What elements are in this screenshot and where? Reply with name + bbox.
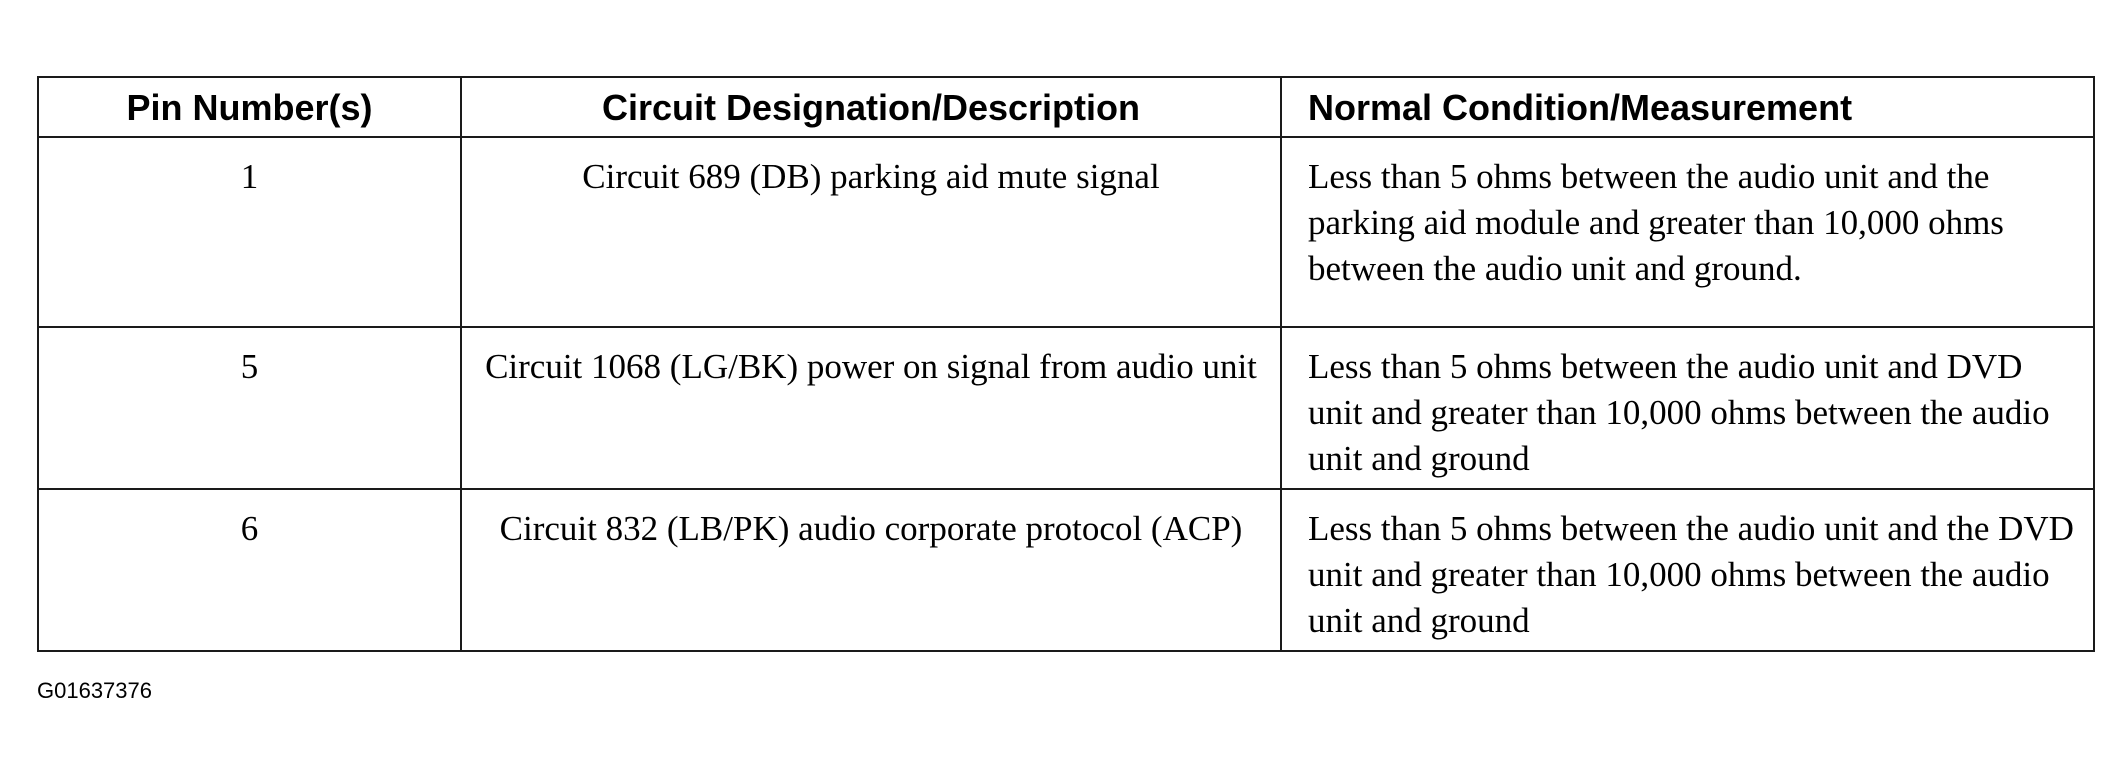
pin-number-cell: 5 (38, 327, 461, 489)
header-circuit-description: Circuit Designation/Description (461, 77, 1281, 137)
figure-id-label: G01637376 (37, 678, 152, 703)
normal-condition-cell: Less than 5 ohms between the audio unit and the parking aid module and greater than 10,000 ohms between the audio unit and ground. (1281, 137, 2094, 327)
table-header-row (38, 77, 2094, 137)
pin-number-cell: 1 (38, 137, 461, 327)
pin-measurement-table (37, 76, 2095, 652)
pin-number-cell: 6 (38, 489, 461, 651)
circuit-description-cell: Circuit 1068 (LG/BK) power on signal from audio unit (461, 327, 1281, 489)
normal-condition-cell: Less than 5 ohms between the audio unit and the DVD unit and greater than 10,000 ohms between the audio unit and ground (1281, 489, 2094, 651)
header-pin-numbers: Pin Number(s) (38, 77, 461, 137)
table-row (38, 137, 2094, 327)
table-row (38, 489, 2094, 651)
circuit-description-cell: Circuit 689 (DB) parking aid mute signal (461, 137, 1281, 327)
table-row (38, 327, 2094, 489)
normal-condition-cell: Less than 5 ohms between the audio unit and DVD unit and greater than 10,000 ohms between the audio unit and ground (1281, 327, 2094, 489)
header-normal-condition: Normal Condition/Measurement (1281, 77, 2094, 137)
circuit-description-cell: Circuit 832 (LB/PK) audio corporate protocol (ACP) (461, 489, 1281, 651)
